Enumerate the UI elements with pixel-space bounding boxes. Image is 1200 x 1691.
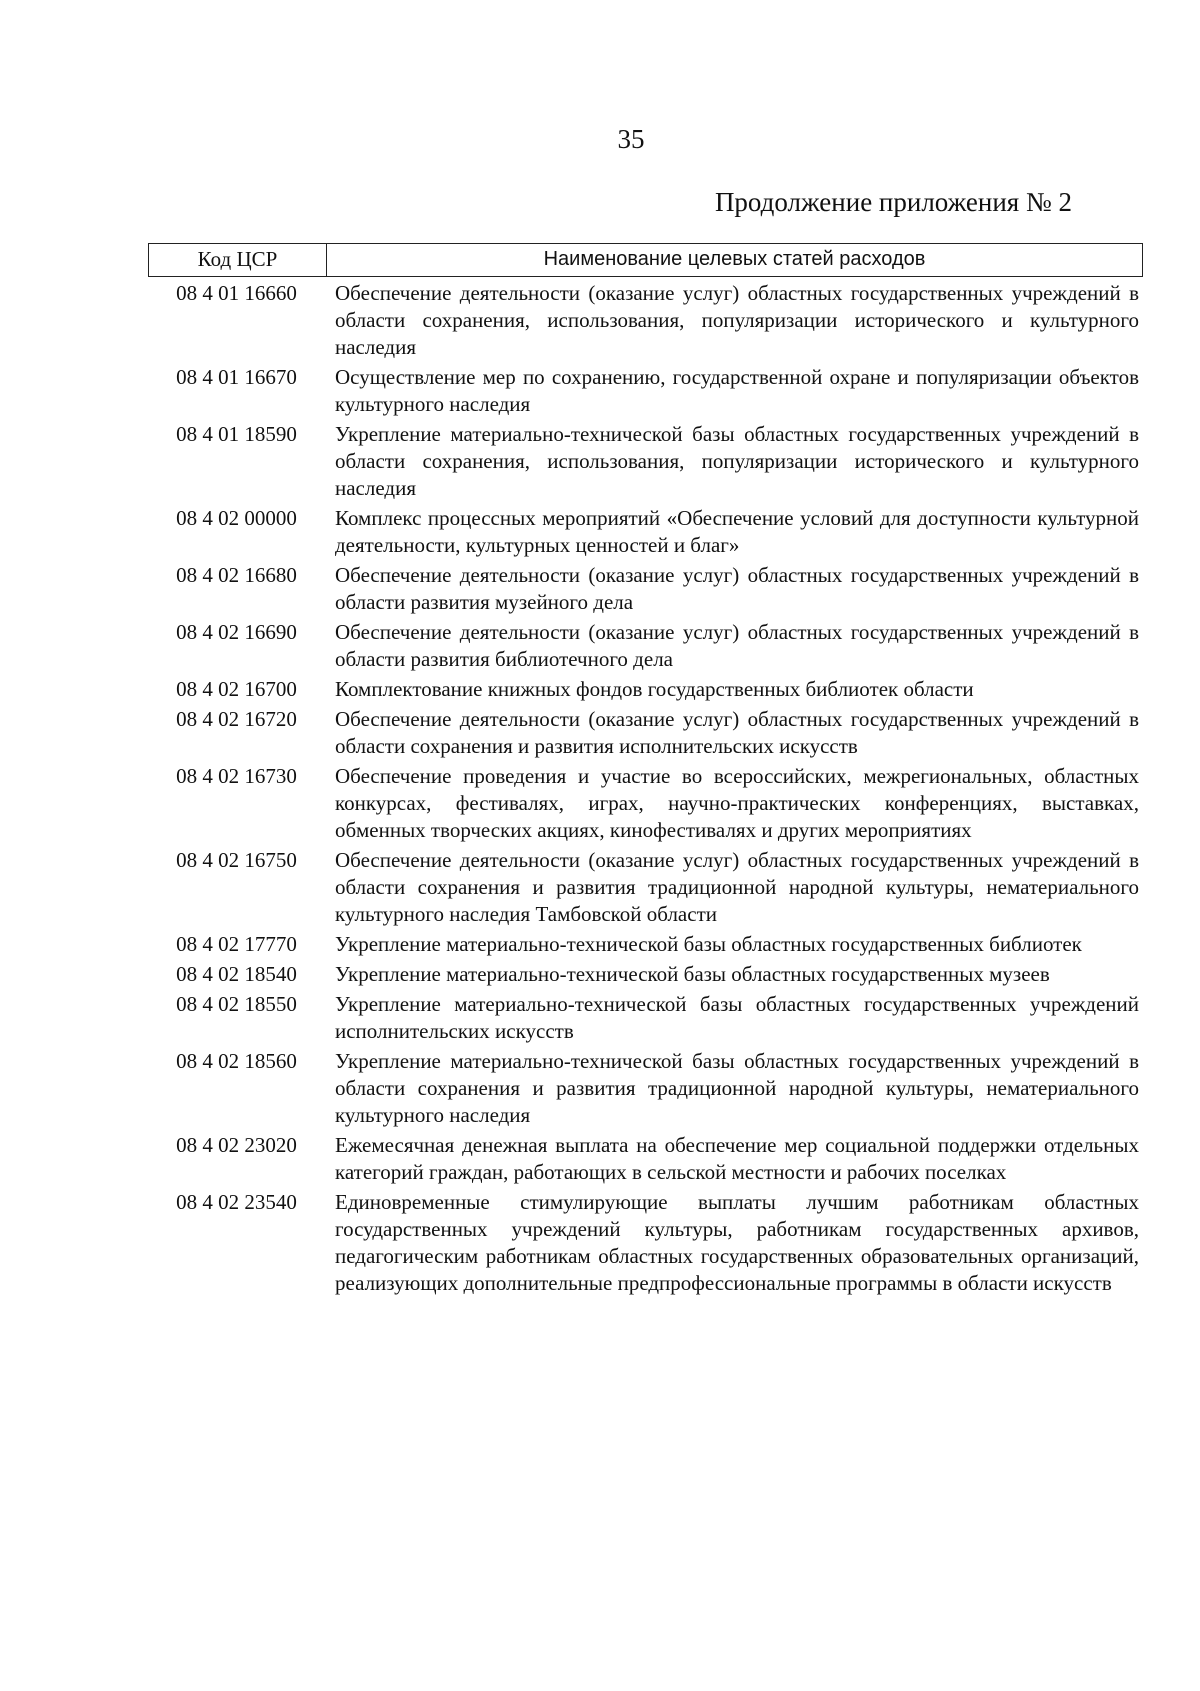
table-row xyxy=(148,991,1143,1045)
row-code: 08 4 01 16660 xyxy=(176,281,297,305)
table-row xyxy=(148,619,1143,673)
row-name: Ежемесячная денежная выплата на обеспечение мер социальной поддержки отдельных категорий граждан, работающих в сельской местности и рабочих поселках xyxy=(335,1133,1139,1184)
row-code: 08 4 02 16690 xyxy=(176,620,297,644)
table-row xyxy=(148,421,1143,502)
table-row xyxy=(148,931,1143,958)
table-row xyxy=(148,364,1143,418)
row-code: 08 4 01 16670 xyxy=(176,365,297,389)
row-name: Единовременные стимулирующие выплаты лучшим работникам областных государственных учреждений культуры, работникам государственных архивов, педагогическим работникам областных государственных образовательных организаций, реализующих дополнительные предпрофессиональные программы в области искусств xyxy=(335,1190,1139,1295)
row-name: Укрепление материально-технической базы областных государственных учреждений исполнительских искусств xyxy=(335,992,1139,1043)
row-name: Обеспечение деятельности (оказание услуг) областных государственных учреждений в области сохранения, использования, популяризации исторического и культурного наследия xyxy=(335,281,1139,359)
row-name: Комплектование книжных фондов государственных библиотек области xyxy=(335,677,974,701)
appendix-title: Продолжение приложения № 2 xyxy=(714,187,1072,217)
row-name: Комплекс процессных мероприятий «Обеспечение условий для доступности культурной деятельности, культурных ценностей и благ» xyxy=(335,506,1139,557)
table-row xyxy=(148,280,1143,361)
table-header xyxy=(148,243,1143,277)
row-name: Осуществление мер по сохранению, государственной охране и популяризации объектов культурного наследия xyxy=(335,365,1139,416)
row-name: Обеспечение деятельности (оказание услуг) областных государственных учреждений в области развития библиотечного дела xyxy=(335,620,1139,671)
row-code: 08 4 02 16700 xyxy=(176,677,297,701)
row-code: 08 4 02 18550 xyxy=(176,992,297,1016)
row-name: Обеспечение деятельности (оказание услуг) областных государственных учреждений в области сохранения и развития исполнительских искусств xyxy=(335,707,1139,758)
row-code: 08 4 02 16750 xyxy=(176,848,297,872)
expense-table xyxy=(148,243,1143,1297)
table-row xyxy=(148,961,1143,988)
table-row xyxy=(148,676,1143,703)
row-code: 08 4 02 18540 xyxy=(176,962,297,986)
row-name: Укрепление материально-технической базы областных государственных библиотек xyxy=(335,932,1082,956)
row-code: 08 4 02 23020 xyxy=(176,1133,297,1157)
row-name: Обеспечение проведения и участие во всероссийских, межрегиональных, областных конкурсах, фестивалях, играх, научно-практических конференциях, выставках, обменных творческих акциях, кинофестивалях и других мероприятиях xyxy=(335,764,1139,842)
table-row xyxy=(148,562,1143,616)
row-name: Обеспечение деятельности (оказание услуг) областных государственных учреждений в области сохранения и развития традиционной народной культуры, нематериального культурного наследия Тамбовской области xyxy=(335,848,1139,926)
table-body xyxy=(148,280,1143,1297)
row-code: 08 4 01 18590 xyxy=(176,422,297,446)
table-row xyxy=(148,1189,1143,1297)
table-row xyxy=(148,763,1143,844)
header-name: Наименование целевых статей расходов xyxy=(543,248,926,270)
table-row xyxy=(148,706,1143,760)
table-row xyxy=(148,847,1143,928)
row-code: 08 4 02 18560 xyxy=(176,1049,297,1073)
row-code: 08 4 02 17770 xyxy=(176,932,297,956)
row-name: Укрепление материально-технической базы областных государственных музеев xyxy=(335,962,1050,986)
row-code: 08 4 02 16720 xyxy=(176,707,297,731)
row-code: 08 4 02 00000 xyxy=(176,506,297,530)
row-name: Укрепление материально-технической базы областных государственных учреждений в области сохранения, использования, популяризации исторического и культурного наследия xyxy=(335,422,1139,500)
table-row xyxy=(148,505,1143,559)
row-code: 08 4 02 23540 xyxy=(176,1190,297,1214)
row-name: Обеспечение деятельности (оказание услуг) областных государственных учреждений в области развития музейного дела xyxy=(335,563,1139,614)
row-code: 08 4 02 16680 xyxy=(176,563,297,587)
table-row xyxy=(148,1132,1143,1186)
header-code: Код ЦСР xyxy=(149,244,327,276)
page-number: 35 xyxy=(617,124,645,154)
table-row xyxy=(148,1048,1143,1129)
row-name: Укрепление материально-технической базы областных государственных учреждений в области сохранения и развития традиционной народной культуры, нематериального культурного наследия xyxy=(335,1049,1139,1127)
row-code: 08 4 02 16730 xyxy=(176,764,297,788)
